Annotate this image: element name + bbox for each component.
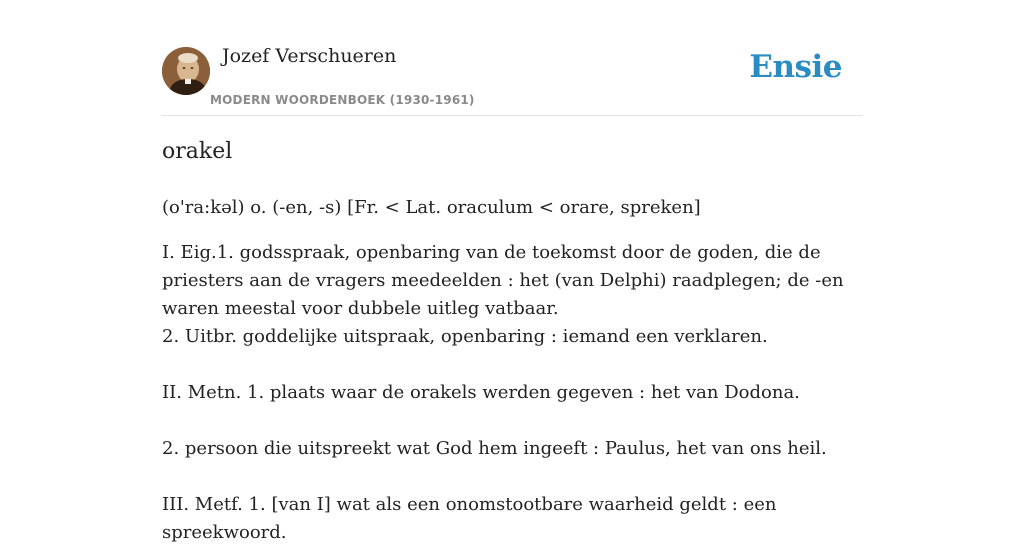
definition-paragraph: 2. Uitbr. goddelijke uitspraak, openbaring : iemand een verklaren. [162,326,768,347]
paragraph-gap [162,463,862,491]
author-avatar[interactable] [162,47,210,95]
paragraph-gap [162,351,862,379]
source-label[interactable]: MODERN WOORDENBOEK (1930-1961) [210,93,475,107]
entry-title: orakel [162,139,233,164]
author-name[interactable]: Jozef Verschueren [222,45,397,67]
avatar-portrait-icon [162,47,210,95]
paragraph-gap [162,407,862,435]
entry-etymology: (o'ra:kəl) o. (-en, -s) [Fr. < Lat. oraculum < orare, spreken] [162,197,701,218]
definition-paragraph: III. Metf. 1. [van I] wat als een onomstootbare waarheid geldt : een spreekwoord. [162,494,777,543]
definition-paragraph: II. Metn. 1. plaats waar de orakels werden gegeven : het van Dodona. [162,382,800,403]
entry-definition [162,239,862,547]
page-container [162,0,862,543]
ensie-logo[interactable]: Ensie [749,49,842,85]
header [162,0,862,116]
definition-paragraph: I. Eig.1. godsspraak, openbaring van de toekomst door de goden, die de priesters aan de vragers meedeelden : het (van Delphi) raadplegen; de -en waren meestal voor dubbele uitleg vatbaar. [162,242,844,319]
definition-paragraph: 2. persoon die uitspreekt wat God hem ingeeft : Paulus, het van ons heil. [162,438,827,459]
